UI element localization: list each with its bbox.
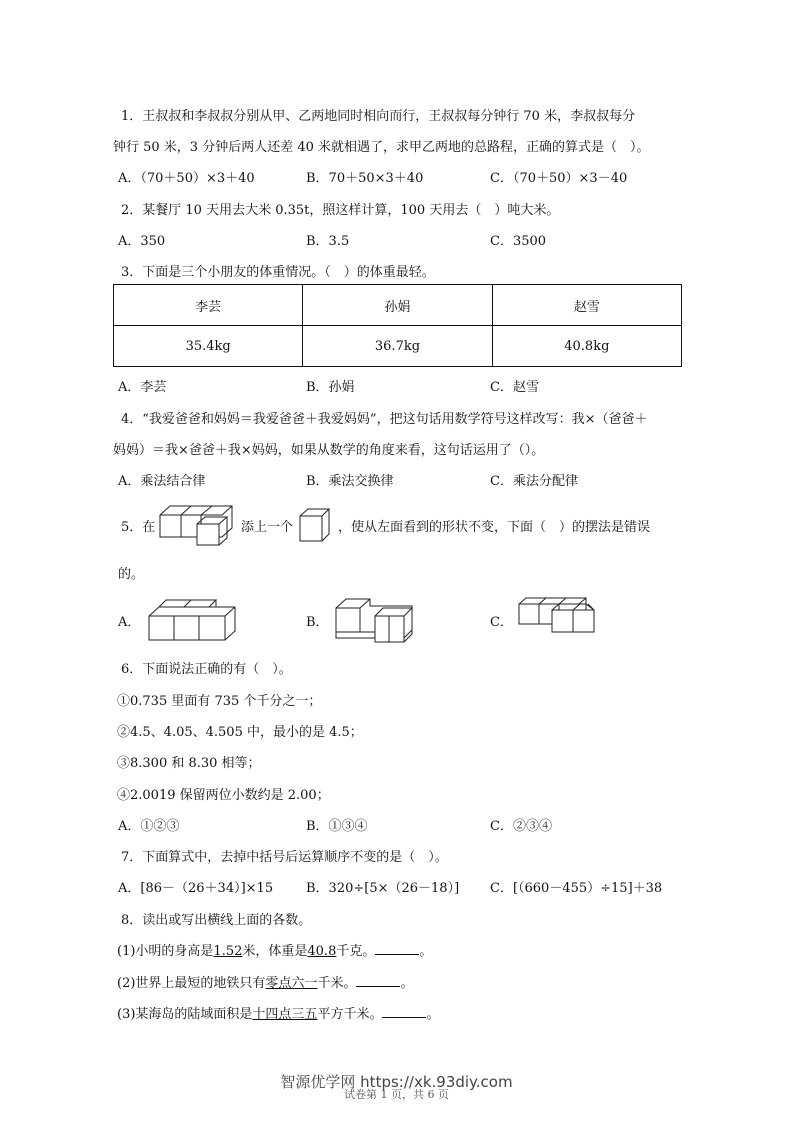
q7-text: 7．下面算式中，去掉中括号后运算顺序不变的是（ ）。	[121, 850, 448, 865]
q8-s1-part: (1)小明的身高是	[117, 944, 214, 959]
table-cell-name: 孙娟	[303, 285, 492, 326]
q6-item-1: ①0.735 里面有 735 个千分之一；	[117, 694, 322, 709]
q6-option-b: B．①③④	[306, 819, 368, 834]
table-cell-weight: 36.7kg	[303, 326, 492, 367]
q8-s2-end: 。	[400, 976, 414, 991]
q2-option-b: B．3.5	[306, 234, 350, 249]
q8-s3-end: 。	[426, 1007, 440, 1022]
q8-s2-underlined-number: 零点六一	[265, 976, 318, 991]
q5-single-cube-figure	[297, 505, 331, 545]
q8-s3-underlined-number: 十四点三五	[252, 1007, 318, 1022]
table-cell-weight: 35.4kg	[114, 326, 303, 367]
q6-option-a: A．①②③	[118, 819, 180, 834]
table-cell-weight: 40.8kg	[492, 326, 681, 367]
q4-option-c: C．乘法分配律	[490, 474, 578, 489]
q8-text: 8．读出或写出横线上面的各数。	[121, 913, 312, 928]
q1-text-line1: 1．王叔叔和李叔叔分别从甲、乙两地同时相向而行，王叔叔每分钟行 70 米，李叔叔每分	[121, 109, 636, 124]
q6-item-2: ②4.5、4.05、4.505 中，最小的是 4.5；	[117, 725, 363, 740]
q4-option-b: B．乘法交换律	[306, 474, 394, 489]
q8-s1-part: 米，体重是	[242, 944, 308, 959]
q5-option-c: C．	[490, 615, 513, 630]
q8-s2-part: (2)世界上最短的地铁只有	[117, 976, 266, 991]
q8-s1-underlined-number: 1.52	[213, 944, 243, 959]
q1-option-a: A．（70＋50）×3＋40	[118, 171, 255, 186]
q3-option-b: B．孙娟	[306, 380, 355, 395]
q6-text: 6．下面说法正确的有（ ）。	[121, 662, 292, 677]
table-cell-name: 李芸	[114, 285, 303, 326]
q3-option-c: C．赵雪	[490, 380, 539, 395]
q7-option-c: C．[（660－455）÷15]＋38	[490, 881, 663, 896]
q2-option-c: C．3500	[490, 234, 547, 249]
q8-s3-part: 平方千米。	[317, 1007, 383, 1022]
watermark: 智源优学网 https://xk.93diy.com	[280, 1073, 513, 1091]
q2-option-a: A．350	[118, 234, 166, 249]
q1-text-line2: 钟行 50 米，3 分钟后两人还差 40 米就相遇了，求甲乙两地的总路程，正确的算式是（ ）。	[113, 140, 650, 155]
weight-table	[113, 284, 682, 367]
q5-suffix: ，使从左面看到的形状不变，下面（ ）的摆法是错误	[338, 520, 651, 535]
q5-prefix: 5．在	[121, 520, 156, 535]
answer-blank[interactable]	[382, 1006, 426, 1018]
q6-item-3: ③8.300 和 8.30 相等；	[117, 756, 261, 771]
q8-sentence-3	[117, 1003, 439, 1022]
q5-option-a: A．	[118, 615, 141, 630]
q8-s2-part: 千米。	[317, 976, 357, 991]
table-row	[114, 285, 682, 326]
q5-option-c-figure	[516, 596, 600, 636]
q8-sentence-1	[117, 940, 432, 959]
q6-option-c: C．②③④	[490, 819, 552, 834]
q8-s1-part: 千克。	[336, 944, 376, 959]
q1-option-b: B．70＋50×3＋40	[306, 171, 424, 186]
q8-s1-underlined-number: 40.8	[307, 944, 337, 959]
q5-line2: 的。	[118, 567, 145, 582]
q3-option-a: A．李芸	[118, 380, 167, 395]
table-cell-name: 赵雪	[492, 285, 681, 326]
q5-option-b-figure	[333, 594, 415, 644]
q2-text: 2．某餐厅 10 天用去大米 0.35t，照这样计算，100 天用去（ ）吨大米。	[121, 203, 560, 218]
q8-sentence-2	[117, 972, 413, 991]
q3-text: 3．下面是三个小朋友的体重情况。（ ）的体重最轻。	[121, 265, 435, 280]
q5-option-b: B．	[306, 615, 329, 630]
q4-text-line2: 妈妈）＝我×爸爸＋我×妈妈，如果从数学的角度来看，这句话运用了（）。	[113, 443, 545, 458]
q6-item-4: ④2.0019 保留两位小数约是 2.00；	[117, 788, 330, 803]
q1-option-c: C．（70＋50）×3－40	[490, 171, 628, 186]
page-number: 试卷第 1 页，共 6 页	[344, 1088, 449, 1101]
q5-middle: 添上一个	[241, 520, 294, 535]
answer-blank[interactable]	[356, 975, 400, 987]
q7-option-b: B．320÷[5×（26－18）]	[306, 881, 460, 896]
q4-option-a: A．乘法结合律	[118, 474, 206, 489]
q8-s1-end: 。	[419, 944, 433, 959]
table-row	[114, 326, 682, 367]
answer-blank[interactable]	[375, 943, 419, 955]
q8-s3-part: (3)某海岛的陆域面积是	[117, 1007, 253, 1022]
q5-base-cubes-figure	[157, 502, 237, 548]
q7-option-a: A．[86－（26＋34）]×15	[118, 881, 274, 896]
q4-text-line1: 4．“我爱爸爸和妈妈＝我爱爸爸＋我爱妈妈”，把这句话用数学符号这样改写：我×（爸爸＋	[121, 412, 648, 427]
q5-option-a-figure	[145, 598, 237, 644]
